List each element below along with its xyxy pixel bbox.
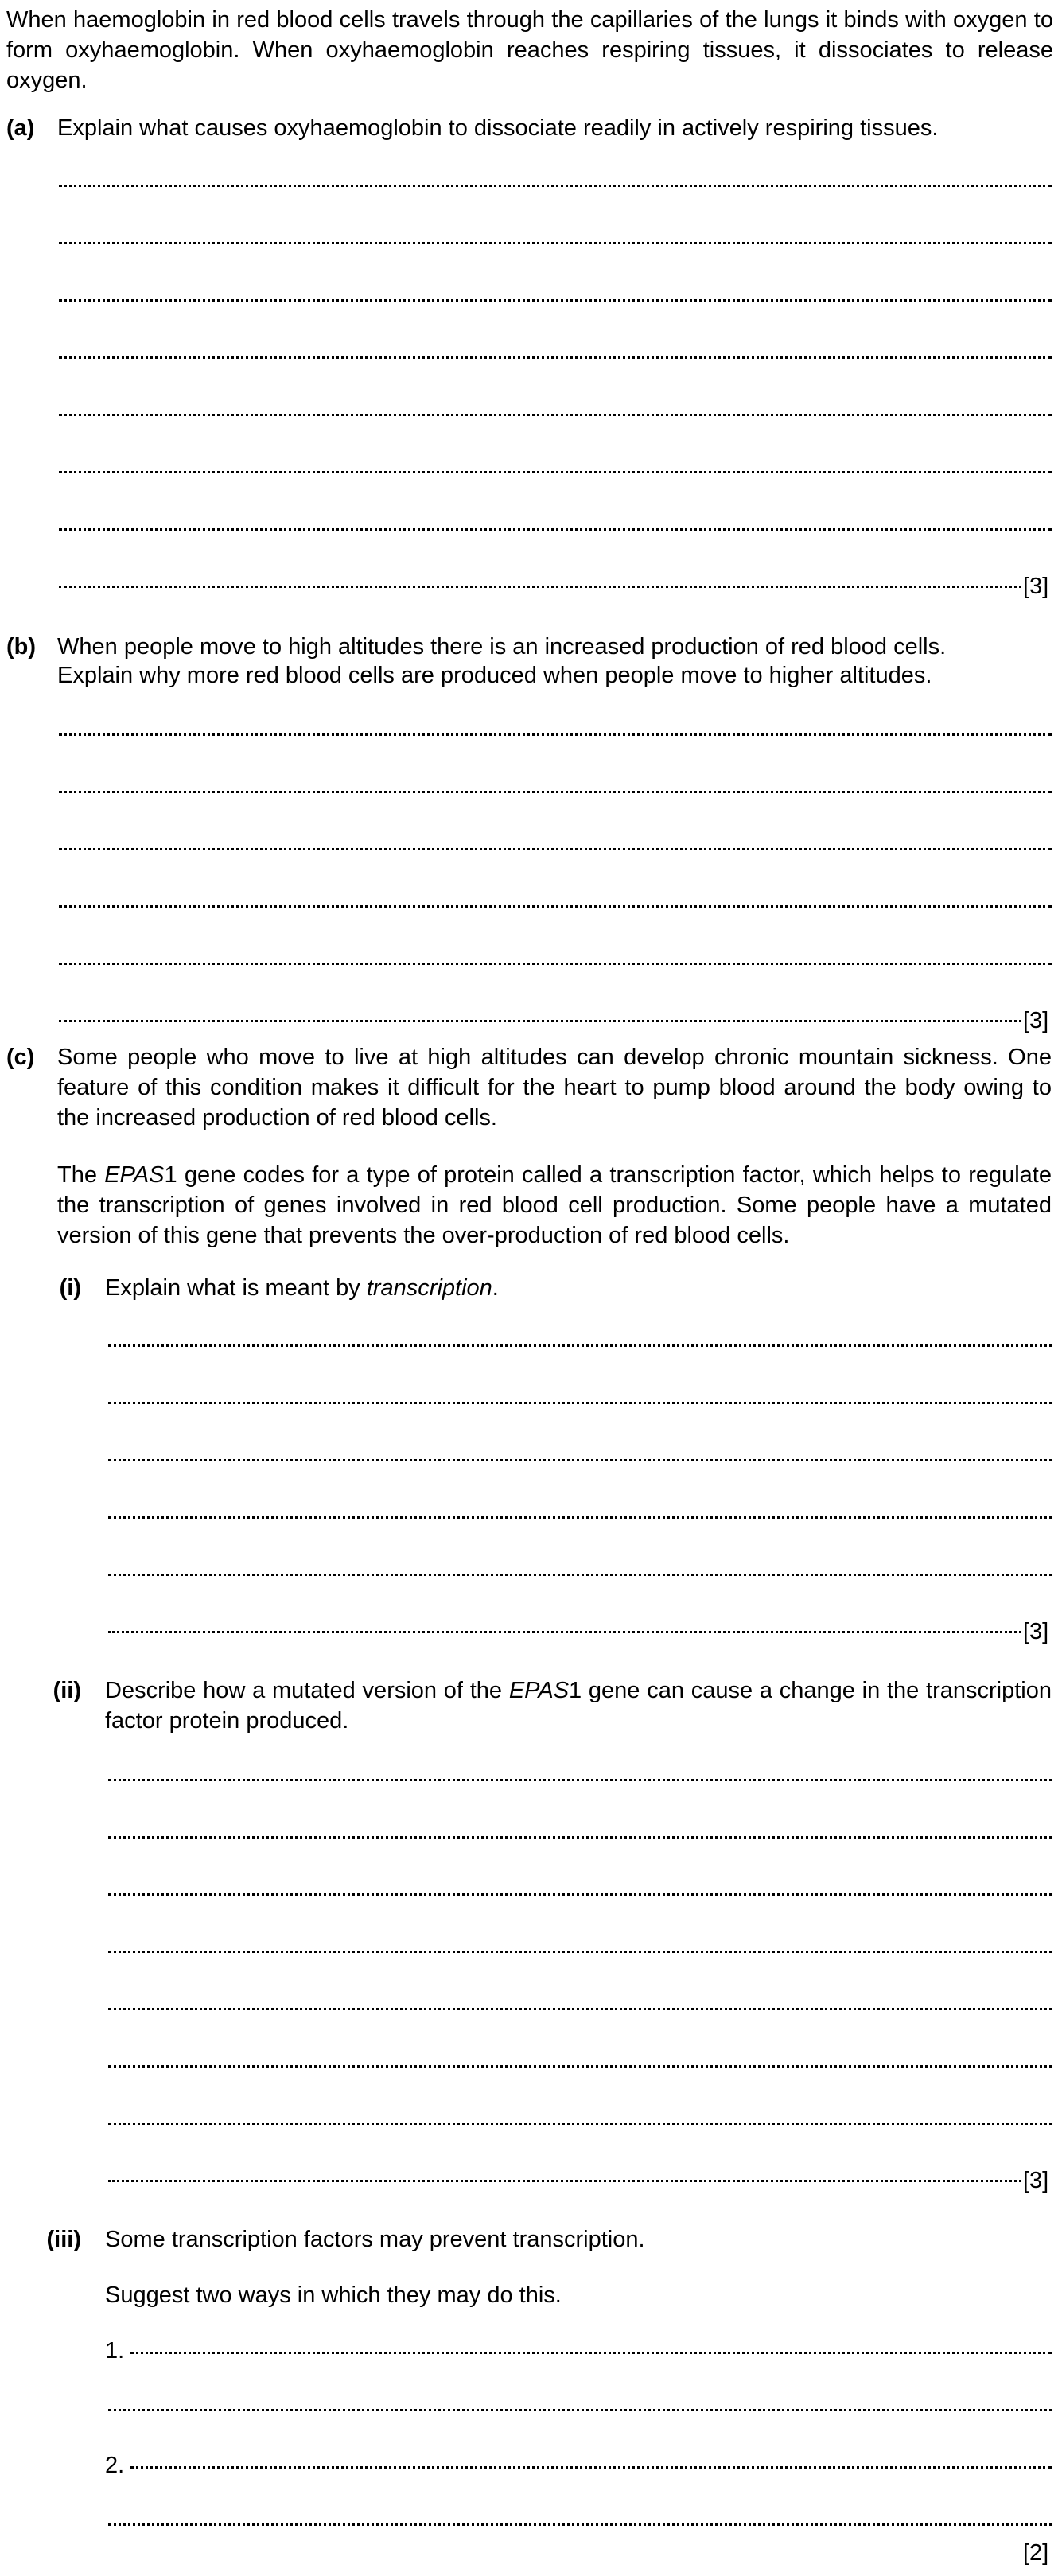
answer-line-c-ii-7[interactable]: [108, 2123, 1052, 2125]
answer-line-c-iii-2a[interactable]: [130, 2466, 1052, 2469]
answer-line-c-i-3[interactable]: [108, 1459, 1052, 1461]
answer-line-a-2[interactable]: [59, 242, 1052, 244]
answer-line-c-iii-1a[interactable]: [130, 2352, 1052, 2354]
answer-line-c-ii-5[interactable]: [108, 2008, 1052, 2010]
answer-line-b-5[interactable]: [59, 963, 1052, 965]
answer-line-a-3[interactable]: [59, 299, 1052, 302]
sub-i-question: Explain what is meant by transcription.: [105, 1275, 499, 1301]
answer-line-c-ii-1[interactable]: [108, 1779, 1052, 1781]
sub-iii-question: Some transcription factors may prevent transcription.: [105, 2227, 645, 2252]
answer-item-1-number: 1.: [105, 2338, 125, 2364]
answer-line-a-8[interactable]: [59, 586, 1021, 588]
gene-name: EPAS: [104, 1162, 165, 1188]
sub-iii-label: (iii): [46, 2227, 81, 2252]
answer-line-c-iii-1b[interactable]: [108, 2409, 1052, 2411]
answer-line-b-2[interactable]: [59, 791, 1052, 793]
answer-item-2-number: 2.: [105, 2453, 125, 2478]
part-a-question: Explain what causes oxyhaemoglobin to dissociate readily in actively respiring tissues.: [57, 115, 939, 141]
answer-line-c-ii-2[interactable]: [108, 1836, 1052, 1839]
answer-line-c-ii-3[interactable]: [108, 1893, 1052, 1896]
part-c-label: (c): [6, 1045, 35, 1070]
answer-line-b-6[interactable]: [59, 1020, 1021, 1022]
marks-c-i: [3]: [1023, 1619, 1049, 1644]
answer-line-b-4[interactable]: [59, 905, 1052, 908]
answer-line-c-i-5[interactable]: [108, 1574, 1052, 1576]
answer-line-c-i-6[interactable]: [108, 1631, 1021, 1633]
part-b-label: (b): [6, 634, 37, 660]
answer-line-a-1[interactable]: [59, 185, 1052, 187]
sub-ii-label: (ii): [53, 1678, 81, 1703]
answer-line-c-i-4[interactable]: [108, 1516, 1052, 1519]
answer-line-c-iii-2b[interactable]: [108, 2523, 1052, 2526]
sub-ii-question: Describe how a mutated version of the EPAS1 gene can cause a change in the transcription factor protein produced.: [105, 1678, 1052, 1734]
answer-line-a-6[interactable]: [59, 471, 1052, 473]
answer-line-c-ii-6[interactable]: [108, 2065, 1052, 2068]
answer-line-b-3[interactable]: [59, 848, 1052, 850]
answer-line-c-i-1[interactable]: [108, 1344, 1052, 1347]
answer-line-b-1[interactable]: [59, 733, 1052, 736]
intro-text: When haemoglobin in red blood cells travels through the capillaries of the lungs it binds with oxygen to form oxyhaemoglobin. When oxyhaemoglobin reaches respiring tissues, it dissociates to release oxygen.: [6, 7, 1053, 93]
answer-line-c-i-2[interactable]: [108, 1402, 1052, 1404]
marks-a: [3]: [1023, 574, 1049, 599]
marks-c-ii: [3]: [1023, 2168, 1049, 2193]
marks-c-iii: [2]: [1023, 2540, 1049, 2566]
answer-line-c-ii-8[interactable]: [108, 2180, 1021, 2182]
part-c-paragraph1: Some people who move to live at high altitudes can develop chronic mountain sickness. One feature of this condition makes it difficult for the heart to pump blood around the body owing to the increased production of red blood cells.: [57, 1045, 1052, 1130]
part-b-question-line2: Explain why more red blood cells are produced when people move to higher altitudes.: [57, 663, 932, 688]
answer-line-a-4[interactable]: [59, 356, 1052, 359]
marks-b: [3]: [1023, 1008, 1049, 1033]
answer-line-c-ii-4[interactable]: [108, 1951, 1052, 1953]
sub-i-label: (i): [59, 1275, 81, 1301]
answer-line-a-5[interactable]: [59, 414, 1052, 416]
sub-iii-prompt: Suggest two ways in which they may do this.: [105, 2282, 562, 2308]
part-b-question-line1: When people move to high altitudes there is an increased production of red blood cells.: [57, 634, 947, 660]
answer-line-a-7[interactable]: [59, 528, 1052, 531]
part-c-paragraph2: The EPAS1 gene codes for a type of protein called a transcription factor, which helps to regulate the transcription of genes involved in red blood cell production. Some people have a mutated version of this gene that prevents the over-production of red blood cells.: [57, 1162, 1052, 1248]
part-a-label: (a): [6, 115, 35, 141]
